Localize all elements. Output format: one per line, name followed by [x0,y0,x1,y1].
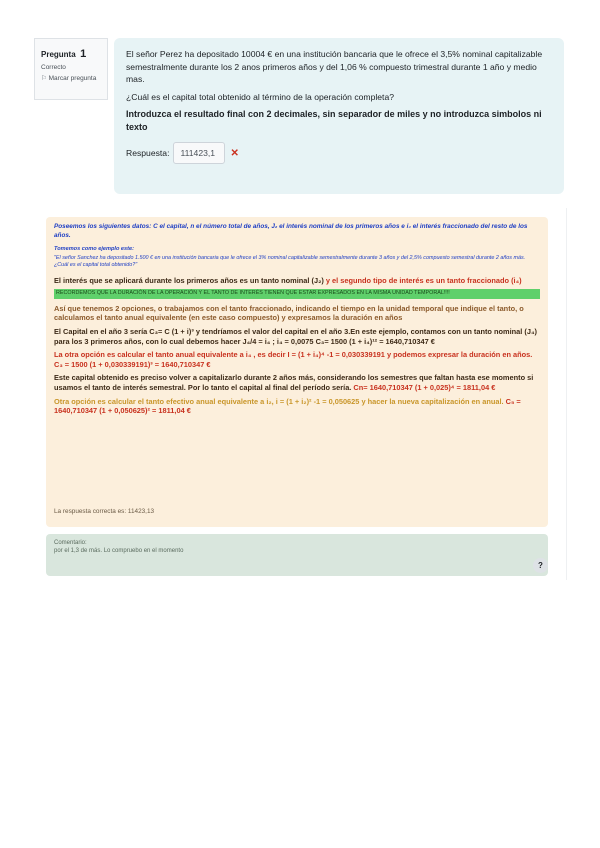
comment-title: Comentario: [54,540,87,546]
comment-box [46,534,548,576]
capital-year3-paragraph [54,327,540,346]
question-prompt: ¿Cuál es el capital total obtenido al término de la operación completa? [126,91,394,102]
recapitalize-paragraph [54,373,540,392]
question-heading [41,44,101,62]
answer-label: Respuesta: [126,148,170,158]
recapitalize-part1: Este capital obtenido es preciso volver a capitalizarlo durante 2 años más, considerando los semestres que faltan hasta ese momento si usamos el tanto de interés semestral. Por lo tanto el capital al final del período sería. [54,373,534,393]
interest-part2: y el segundo tipo de interés es un tanto fraccionado (i₄) [323,275,522,285]
interest-explanation [54,276,540,286]
general-feedback [46,217,548,527]
flag-icon: ⚐ [41,75,47,82]
feedback-intro: Poseemos los siguientes datos: C el capital, n el número total de años, J₂ el interés nominal de los primeros años e i₄ el interés fraccionado del resto de los años. [54,223,528,239]
question-instruction: Introduzca el resultado final con 2 decimales, sin separador de miles y no introduzca simbolos ni texto [126,109,542,132]
answer-row [126,142,552,164]
cross-icon: ✕ [230,147,239,159]
flag-label: Marcar pregunta [48,75,97,82]
question-content [114,38,564,194]
correct-answer: La respuesta correcta es: 11423,13 [54,508,155,515]
annual-option-part2: C₅ = 1640,710347 (1 + 0,050625)² = 1811,04 € [54,396,521,416]
example-text: "El señor Sanchez ha depositado 1.500 € en una institución bancaria que le ofrece el 3% nominal capitalizable semestralmente durante 3 años y del 2,5% compuesto semestral durante 2 años más. ¿Cuál es el capital total obtenido?" [54,254,526,269]
question-icon: ? [538,561,543,570]
capital-year3-part2: C₃= 1500 (1 + i₄)¹² = 1640,710347 € [315,336,435,346]
help-button[interactable] [533,558,548,573]
question-info-panel [34,38,108,100]
example-title: Tomemos como ejemplo este: [54,246,134,253]
capital-year3-part1: El Capital en el año 3 sería C₃= C (1 + i)³ y tendríamos el valor del capital en el año 3.En este ejemplo, contamos con un tanto nominal (J₄) para los 3 primeros años, con lo cual debemos hacer J₄/4 = i₄ ; i₄ = 0,0075 [54,327,537,346]
other-option-paragraph: La otra opción es calcular el tanto anual equivalente a i₄ , es decir I = (1 + i₄)⁴ -1 = 0,030339191 y podemos expresar la duración en años. C₃ = 1500 (1 + 0,030339191)³ = 1640,710347 € [54,350,533,369]
answer-input[interactable]: 111423,1 [173,142,225,164]
recapitalize-part2: Cn= 1640,710347 (1 + 0,025)⁴ = 1811,04 € [353,383,496,393]
reminder-highlight: RECORDEMOS QUE LA DURACIÓN DE LA OPERACIÓN Y EL TANTO DE INTERÉS TIENEN QUE ESTAR EXPRESADOS EN LA MISMA UNIDAD TEMPORAL!!!! [54,289,540,299]
scroll-edge [566,208,573,580]
question-number: 1 [80,48,87,60]
question-text: El señor Perez ha depositado 10004 € en una institución bancaria que le ofrece el 3,5% nominal capitalizable semestralmente durante los 2 anos primeros años y del 1,06 % compuesto trimestral durante 1 año y medio mas. [126,49,543,84]
question-label: Pregunta [41,50,76,59]
annual-option-paragraph [54,397,540,416]
flag-question-link[interactable] [41,74,101,83]
comment-text: por el 1,3 de más. Lo compruebo en el momento [54,548,184,554]
interest-part1: El interés que se aplicará durante los primeros años es un tanto nominal (J₂) [54,275,324,285]
question-state: Correcto [41,64,66,71]
options-paragraph: Así que tenemos 2 opciones, o trabajamos con el tanto fraccionado, indicando el tiempo en la unidad temporal que indique el tanto, o calculamos el tanto anual equivalente (en este caso compuesto) y expresamos la duración en años [54,303,524,323]
annual-option-part1: Otra opción es calcular el tanto efectivo anual equivalente a i₂, i = (1 + i₂)² -1 = 0,050625 y hacer la nueva capitalización en anual. [54,396,504,406]
